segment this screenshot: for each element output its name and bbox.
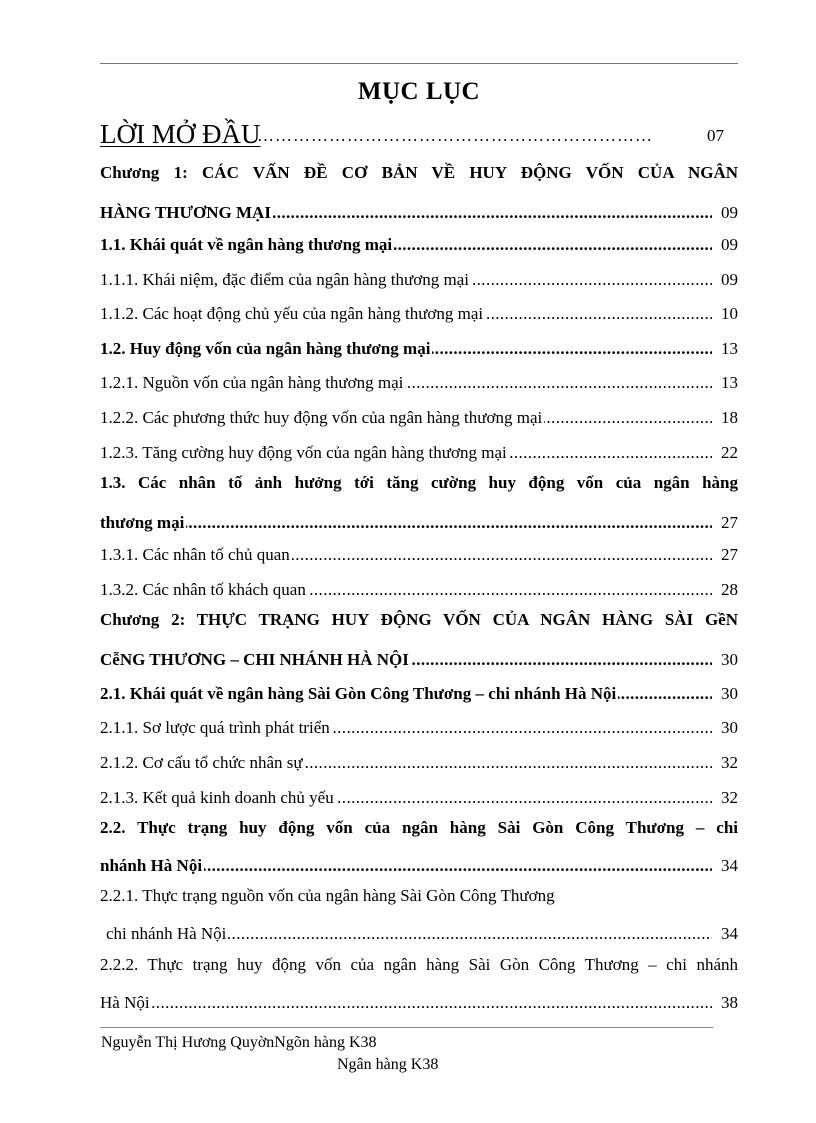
toc-entry-1-1-2[interactable]	[100, 300, 738, 324]
toc-entry-1-3-2[interactable]	[100, 576, 738, 600]
toc-entry-text: 2.1.1. Sơ lược quá trình phát triển	[100, 718, 330, 737]
toc-2-2-line1: 2.2. Thực trạng huy động vốn của ngân hàng Sài Gòn Công Thương – chi	[100, 818, 738, 837]
toc-entry-1-3-1[interactable]	[100, 541, 738, 565]
toc-entry-text: 2.1.2. Cơ cấu tổ chức nhân sự	[100, 753, 303, 772]
footer-author: Nguyễn Thị Hương QuyờnNgõn hàng K38	[101, 1034, 377, 1051]
toc-entry-text: 1.2. Huy động vốn của ngân hàng thương mại	[100, 339, 431, 358]
toc-2-2-2-line1: 2.2.2. Thực trạng huy động vốn của ngân hàng Sài Gòn Công Thương – chi nhánh	[100, 955, 738, 974]
toc-entry-page: 27	[721, 513, 738, 532]
toc-entry-chapter-1[interactable]	[100, 199, 738, 223]
toc-entry-page: 34	[721, 856, 738, 875]
toc-entry-text: Hà Nội	[100, 993, 150, 1012]
toc-entry-page: 32	[721, 753, 738, 772]
toc-entry-page: 32	[721, 788, 738, 807]
toc-entry-2-1[interactable]	[100, 680, 738, 704]
toc-1-3-line1: 1.3. Các nhân tố ảnh hưởng tới tăng cường huy động vốn của ngân hàng	[100, 473, 738, 492]
toc-entry-page: 13	[721, 339, 738, 358]
footer-rule	[100, 1027, 713, 1028]
footer-class: Ngân hàng K38	[337, 1056, 439, 1073]
top-rule	[100, 63, 738, 64]
toc-entry-page: 30	[721, 718, 738, 737]
toc-entry-text: HÀNG THƯƠNG MẠI	[100, 203, 271, 222]
toc-entry-page: 09	[721, 270, 738, 289]
toc-entry-page: 38	[721, 993, 738, 1012]
toc-entry-text: nhánh Hà Nội	[100, 856, 203, 875]
toc-entry-text: 2.1.3. Kết quả kinh doanh chủ yếu	[100, 788, 334, 807]
toc-entry-page: 34	[721, 924, 738, 943]
toc-entry-text: 1.2.1. Nguồn vốn của ngân hàng thương mại	[100, 373, 404, 392]
toc-intro-page: 07	[707, 126, 724, 145]
toc-entry-1-2-2[interactable]	[100, 404, 738, 428]
toc-intro-leader: …………………………………………………………	[257, 126, 653, 145]
toc-entry-text: 2.1. Khái quát về ngân hàng Sài Gòn Công Thương – chi nhánh Hà Nội	[100, 684, 617, 703]
toc-entry-page: 10	[721, 304, 738, 323]
toc-entry-1-1[interactable]	[100, 231, 738, 255]
toc-entry-page: 30	[721, 684, 738, 703]
toc-entry-page: 22	[721, 443, 738, 462]
toc-entry-page: 28	[721, 580, 738, 599]
toc-entry-text: chi nhánh Hà Nội	[106, 924, 227, 943]
toc-entry-2-2-2[interactable]	[100, 989, 738, 1013]
toc-entry-text: 1.3.2. Các nhân tố khách quan	[100, 580, 306, 599]
toc-entry-page: 30	[721, 650, 738, 669]
toc-chapter-2-line1: Chương 2: THỰC TRẠNG HUY ĐỘNG VỐN CỦA NGÂN HÀNG SÀI GềN	[100, 610, 738, 629]
toc-entry-page: 18	[721, 408, 738, 427]
toc-entry-2-2[interactable]	[100, 852, 738, 876]
toc-entry-chapter-2[interactable]	[100, 646, 738, 670]
toc-entry-text: 1.1.1. Khái niệm, đặc điểm của ngân hàng thương mại	[100, 270, 469, 289]
toc-2-2-1-line1: 2.2.1. Thực trạng nguồn vốn của ngân hàng Sài Gòn Công Thương	[100, 886, 555, 905]
toc-intro-label: LỜI MỞ ĐẦU	[100, 119, 261, 149]
toc-entry-page: 09	[721, 235, 738, 254]
toc-intro[interactable]	[100, 118, 738, 152]
toc-entry-1-3[interactable]	[100, 509, 738, 533]
toc-entry-page: 27	[721, 545, 738, 564]
toc-entry-text: 1.1. Khái quát về ngân hàng thương mại	[100, 235, 393, 254]
toc-entry-text: 1.2.3. Tăng cường huy động vốn của ngân hàng thương mại	[100, 443, 507, 462]
toc-entry-2-1-3[interactable]	[100, 784, 738, 808]
toc-entry-1-2-1[interactable]	[100, 369, 738, 393]
toc-entry-text: CễNG THƯƠNG – CHI NHÁNH HÀ NỘI	[100, 650, 409, 669]
toc-chapter-1-line1: Chương 1: CÁC VẤN ĐỀ CƠ BẢN VỀ HUY ĐỘNG VỐN CỦA NGÂN	[100, 163, 738, 182]
page-title: MỤC LỤC	[357, 78, 481, 105]
toc-entry-page: 13	[721, 373, 738, 392]
toc-entry-1-1-1[interactable]	[100, 266, 738, 290]
toc-entry-2-2-1[interactable]	[106, 920, 738, 944]
toc-entry-2-1-1[interactable]	[100, 714, 738, 738]
toc-entry-text: thương mại	[100, 513, 185, 532]
toc-entry-text: 1.2.2. Các phương thức huy động vốn của ngân hàng thương mại	[100, 408, 543, 427]
toc-entry-1-2[interactable]	[100, 335, 738, 359]
toc-entry-2-1-2[interactable]	[100, 749, 738, 773]
toc-entry-text: 1.1.2. Các hoạt động chủ yếu của ngân hàng thương mại	[100, 304, 484, 323]
toc-entry-page: 09	[721, 203, 738, 222]
toc-entry-1-2-3[interactable]	[100, 439, 738, 463]
toc-entry-text: 1.3.1. Các nhân tố chủ quan	[100, 545, 290, 564]
